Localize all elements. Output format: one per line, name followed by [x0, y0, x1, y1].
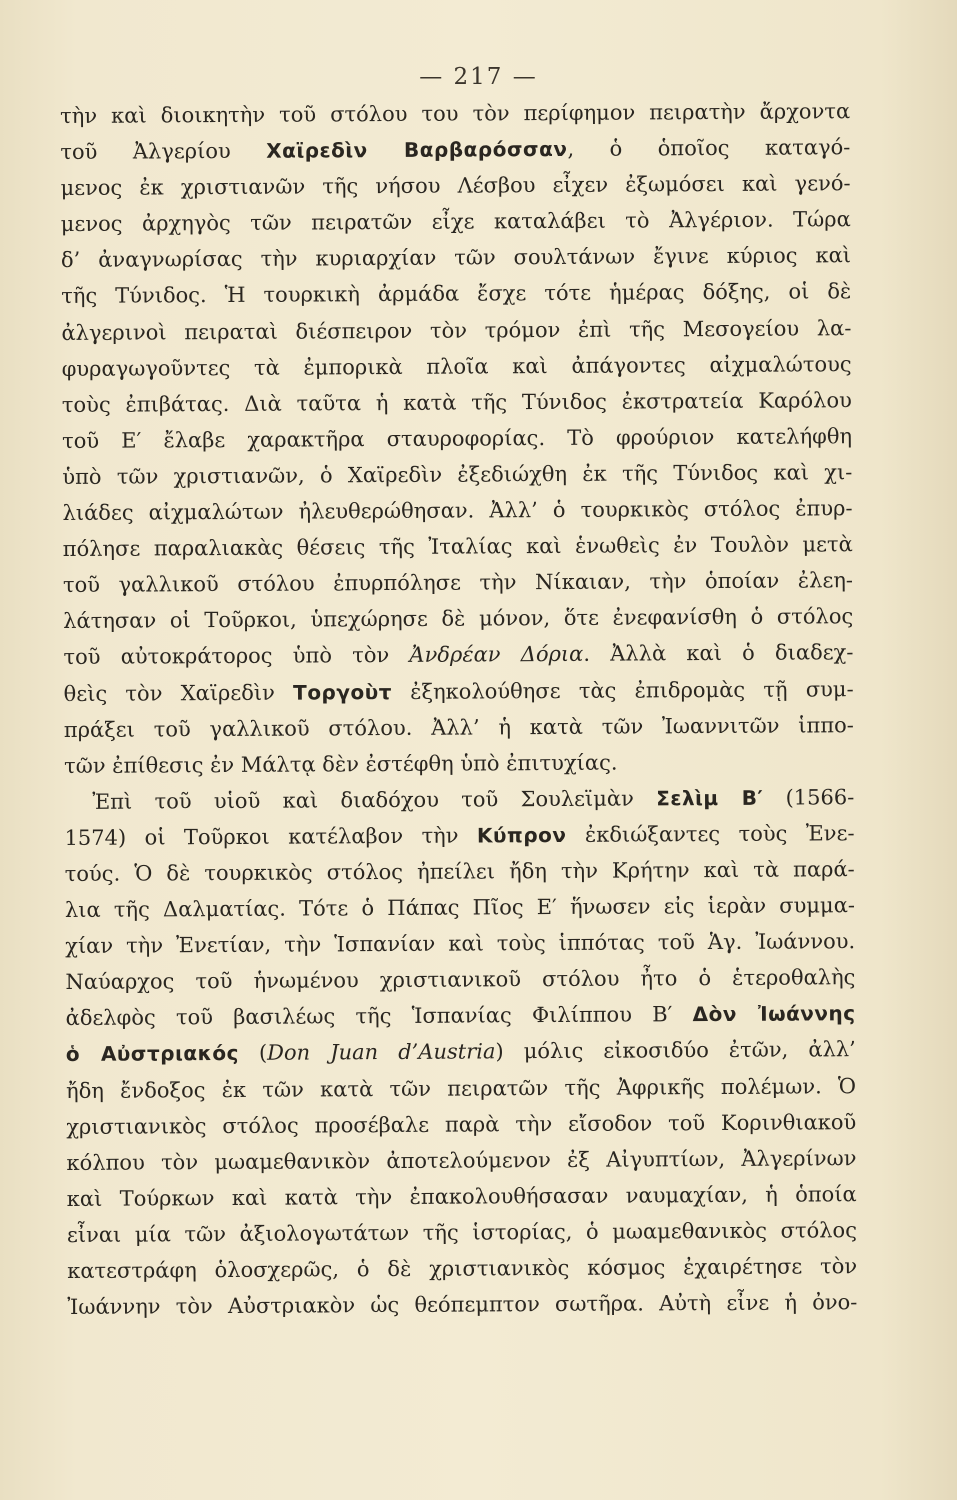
- text-line: [66, 1068, 856, 1109]
- text-line: [66, 1032, 856, 1073]
- text-line: [65, 923, 855, 964]
- text-span: χίαν τὴν Ἐνετίαν, τὴν Ἱσπανίαν καὶ τοὺς ἱππότας τοῦ Ἁγ. Ἰωάννου.: [65, 929, 856, 959]
- text-span: Ναύαρχος τοῦ ἡνωμένου χριστιανικοῦ στόλου ἦτο ὁ ἑτεροθαλὴς: [65, 965, 856, 995]
- italic-term: Ἀνδρέαν Δόρια: [409, 642, 584, 668]
- text-line: [60, 93, 850, 134]
- text-span: εἶναι μία τῶν ἀξιολογωτάτων τῆς ἱστορίας, ὁ μωαμεθανικὸς στόλος: [66, 1218, 858, 1247]
- text-span: (1566-: [763, 784, 855, 810]
- text-span: πράξει τοῦ γαλλικοῦ στόλου. Ἀλλ’ ἡ κατὰ τῶν Ἰωαννιτῶν ἱππο-: [63, 712, 854, 742]
- text-line: [62, 490, 852, 531]
- text-span: τούς. Ὁ δὲ τουρκικὸς στόλος ἠπείλει ἤδη τὴν Κρήτην καὶ τὰ παρά-: [64, 857, 855, 886]
- text-span: ἐκδιώξαντες τοὺς Ἐνε-: [566, 821, 855, 847]
- text-span: κατεστράφη ὁλοσχερῶς, ὁ δὲ χριστιανικὸς κόσμος ἐχαιρέτησε τὸν: [67, 1254, 858, 1283]
- text-span: λάτησαν οἱ Τοῦρκοι, ὑπεχώρησε δὲ μόνον, ὅτε ἐνεφανίσθη ὁ στόλος: [63, 604, 854, 634]
- text-span: πόλησε παραλιακὰς θέσεις τῆς Ἰταλίας καὶ ἑνωθεὶς ἐν Τουλὸν μετὰ: [62, 532, 853, 562]
- text-span: 1574) οἱ Τοῦρκοι κατέλαβον τὴν: [64, 823, 478, 850]
- text-line: [62, 382, 852, 423]
- text-line: [66, 1104, 856, 1145]
- text-line: [61, 238, 851, 279]
- text-line: [63, 598, 853, 639]
- text-line: [60, 165, 850, 206]
- text-span: χριστιανικὸς στόλος προσέβαλε παρὰ τὴν εἴσοδον τοῦ Κορινθιακοῦ: [66, 1109, 857, 1139]
- text-span: τῆς Τύνιδος. Ἡ τουρκικὴ ἀρμάδα ἔσχε τότε ἡμέρας δόξης, οἱ δὲ: [61, 279, 852, 309]
- text-span: καὶ Τούρκων καὶ κατὰ τὴν ἐπακολουθήσασαν ναυμαχίαν, ἡ ὁποία: [66, 1181, 857, 1211]
- text-span: μενος ἀρχηγὸς τῶν πειρατῶν εἶχε καταλάβει τὸ Ἀλγέριον. Τώρα: [60, 207, 851, 237]
- text-span: ἐξηκολούθησε τὰς ἐπιδρομὰς τῇ συμ-: [391, 676, 854, 704]
- text-line: [67, 1248, 857, 1289]
- bold-term: ὁ Αὐστριακός: [65, 1041, 239, 1067]
- text-span: τοῦ Ε′ ἔλαβε χαρακτῆρα σταυροφορίας. Τὸ φρούριον κατελήφθη: [62, 424, 853, 453]
- text-span: τοὺς ἐπιβάτας. Διὰ ταῦτα ἡ κατὰ τῆς Τύνιδος ἐκστρατεία Καρόλου: [61, 387, 852, 417]
- text-span: ἀλγερινοὶ πειραταὶ διέσπειρον τὸν τρόμον ἐπὶ τῆς Μεσογείου λα-: [61, 315, 852, 345]
- text-line: [65, 851, 855, 892]
- text-line: [62, 346, 852, 387]
- text-line: [67, 1176, 857, 1217]
- text-span: δ’ ἀναγνωρίσας τὴν κυριαρχίαν τῶν σουλτάνων ἔγινε κύριος καὶ: [60, 243, 852, 273]
- text-line: [61, 274, 851, 315]
- page-number: — 217 —: [419, 64, 538, 90]
- text-span: μενος ἐκ χριστιανῶν τῆς νήσου Λέσβου εἶχεν ἐξωμόσει καὶ γενό-: [60, 171, 851, 201]
- text-span: (: [238, 1041, 268, 1066]
- text-line: [67, 1284, 857, 1325]
- text-span: Ἐπὶ τοῦ υἱοῦ καὶ διαδόχου τοῦ Σουλεϊμὰν: [92, 786, 657, 814]
- text-line: [63, 635, 853, 676]
- bold-term: Δὸν Ἰωάννης: [692, 1001, 856, 1027]
- text-span: κόλπου τὸν μωαμεθανικὸν ἀποτελούμενον ἐξ Αἰγυπτίων, Ἀλγερίνων: [66, 1145, 857, 1175]
- bold-term: Κύπρον: [476, 822, 567, 848]
- text-line: [65, 959, 855, 1000]
- text-span: ἤδη ἔνδοξος ἐκ τῶν κατὰ τῶν πειρατῶν τῆς Ἀφρικῆς πολέμων. Ὁ: [65, 1073, 857, 1103]
- text-span: τῶν ἐπίθεσις ἐν Μάλτᾳ δὲν ἐστέφθη ὑπὸ ἐπιτυχίας.: [64, 750, 618, 778]
- text-line: [66, 996, 856, 1037]
- bold-term: Χαϊρεδὶν Βαρβαρόσσαν: [266, 136, 568, 163]
- text-line: [63, 562, 853, 603]
- text-line: [61, 310, 851, 351]
- italic-term: Don Juan d’Austria: [267, 1039, 496, 1066]
- text-line: [65, 887, 855, 928]
- text-line: [67, 1212, 857, 1253]
- text-span: θεὶς τὸν Χαϊρεδὶν: [63, 680, 294, 706]
- bold-term: Σελὶμ Β′: [656, 785, 764, 811]
- text-line: [64, 779, 854, 820]
- text-line: [64, 743, 854, 784]
- text-span: λια τῆς Δαλματίας. Τότε ὁ Πάπας Πῖος Ε′ ἥνωσεν εἰς ἱερὰν συμμα-: [64, 893, 856, 923]
- text-line: [62, 454, 852, 495]
- text-span: ὑπὸ τῶν χριστιανῶν, ὁ Χαϊρεδὶν ἐξεδιώχθη ἐκ τῆς Τύνιδος καὶ χι-: [62, 460, 853, 489]
- text-span: φυραγωγοῦντες τὰ ἐμπορικὰ πλοῖα καὶ ἀπάγοντες αἰχμαλώτους: [61, 351, 852, 381]
- text-span: ) μόλις εἰκοσιδύο ἐτῶν, ἀλλ’: [495, 1037, 856, 1064]
- text-span: τὴν καὶ διοικητὴν τοῦ στόλου του τὸν περίφημον πειρατὴν ἄρχοντα: [60, 99, 851, 128]
- text-line: [60, 129, 850, 170]
- text-line: [64, 815, 854, 856]
- text-span: τοῦ αὐτοκράτορος ὑπὸ τὸν: [63, 643, 410, 670]
- text-line: [61, 201, 851, 242]
- text-line: [62, 418, 852, 459]
- text-span: Ἰωάννην τὸν Αὐστριακὸν ὡς θεόπεμπτον σωτῆρα. Αὐτὴ εἶνε ἡ ὀνο-: [67, 1290, 858, 1320]
- text-line: [64, 707, 854, 748]
- text-span: ἀδελφὸς τοῦ βασιλέως τῆς Ἱσπανίας Φιλίππου Β′: [65, 1002, 693, 1031]
- text-span: λιάδες αἰχμαλώτων ἠλευθερώθησαν. Ἀλλ’ ὁ τουρκικὸς στόλος ἐπυρ-: [62, 496, 853, 526]
- text-span: τοῦ Ἀλγερίου: [60, 138, 267, 165]
- text-span: τοῦ γαλλικοῦ στόλου ἐπυρπόλησε τὴν Νίκαιαν, τὴν ὁποίαν ἐλεη-: [62, 568, 854, 598]
- text-line: [64, 671, 854, 712]
- bold-term: Τοργοὺτ: [293, 679, 393, 705]
- text-span: . Ἀλλὰ καὶ ὁ διαδεχ-: [583, 640, 854, 667]
- text-line: [66, 1140, 856, 1181]
- body-text: [60, 93, 857, 1325]
- text-span: , ὁ ὁποῖος καταγό-: [567, 135, 851, 161]
- text-line: [63, 526, 853, 567]
